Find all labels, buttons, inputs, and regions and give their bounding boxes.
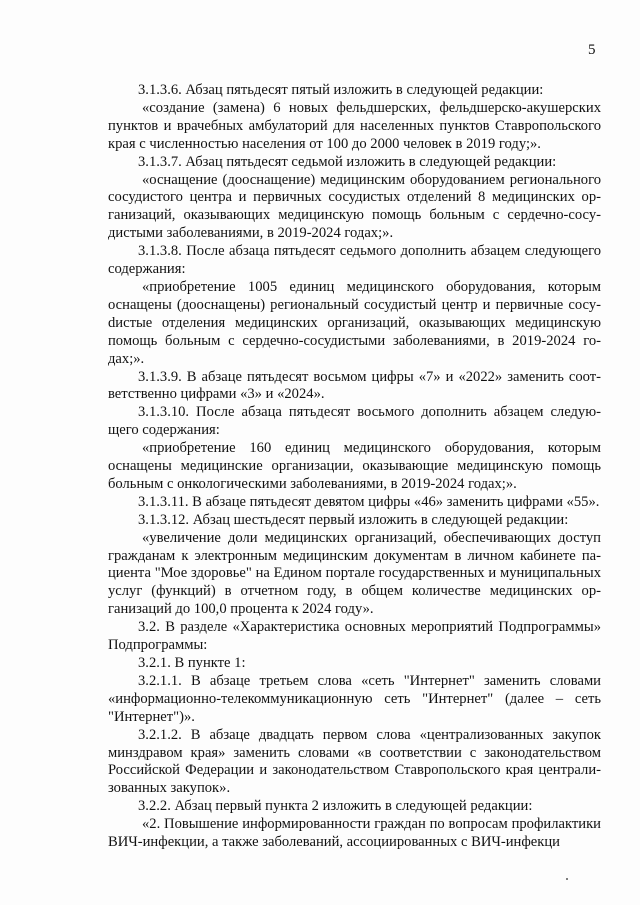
paragraph-3-1-3-11: 3.1.3.11. В абзаце пятьдесят девятом цифры «46» заменить цифрами «55». bbox=[138, 493, 600, 510]
page-number: 5 bbox=[588, 42, 596, 58]
paragraph-3-2-1-1: 3.2.1.1. В абзаце третьем слова «сеть "Интернет" заменить словами «информационно-телекоммуникационную сеть "Интернет" (далее – сеть "Интернет")». bbox=[108, 672, 601, 725]
document-body bbox=[108, 82, 601, 852]
paragraph-3-1-3-9: 3.1.3.9. В абзаце пятьдесят восьмом цифры «7» и «2022» заменить соответственно цифрами «3» и «2024». bbox=[108, 368, 601, 403]
scan-speck bbox=[566, 878, 568, 880]
quote-paragraph: «создание (замена) 6 новых фельдшерских, фельдшерско-акушерских пунктов и врачебных амбулаторий для населенных пунктов Ставропольского края с численностью населения от 100 до 2000 человек в 2019 году;». bbox=[108, 99, 601, 152]
paragraph-3-1-3-10: 3.1.3.10. После абзаца пятьдесят восьмого дополнить абзацем следующего содержания: bbox=[108, 404, 601, 439]
paragraph-3-2-1-2: 3.2.1.2. В абзаце двадцать первом слова «централизованных закупок минздравом края» заменить словами «в соответствии с законодательством Российской Федерации и законодательством Ставропольского края централизованных закупок». bbox=[108, 726, 601, 797]
quote-paragraph: «приобретение 1005 единиц медицинского оборудования, которым оснащены (дооснащены) региональный сосудистый центр и первичные сосуdистые отделения медицинских организаций, оказывающих медицинскую помощь больным с сердечно-сосудистыми заболеваниями, в 2019-2024 годах;». bbox=[108, 278, 601, 367]
paragraph-3-1-3-7: 3.1.3.7. Абзац пятьдесят седьмой изложить в следующей редакции: bbox=[138, 153, 557, 170]
paragraph-3-1-3-12: 3.1.3.12. Абзац шестьдесят первый изложить в следующей редакции: bbox=[138, 511, 569, 528]
quote-paragraph: «2. Повышение информированности граждан по вопросам профилактики ВИЧ-инфекции, а также заболеваний, ассоциированных с ВИЧ-инфекци bbox=[108, 816, 601, 851]
paragraph-3-1-3-8: 3.1.3.8. После абзаца пятьдесят седьмого дополнить абзацем следующего содержания: bbox=[108, 243, 601, 278]
quote-paragraph: «приобретение 160 единиц медицинского оборудования, которым оснащены медицинские организации, оказывающие медицинскую помощь больным с онкологическими заболеваниями, в 2019-2024 годах;». bbox=[108, 440, 601, 492]
paragraph-3-2: 3.2. В разделе «Характеристика основных мероприятий Подпрограммы» Подпрограммы: bbox=[108, 619, 601, 654]
paragraph-3-2-2: 3.2.2. Абзац первый пункта 2 изложить в следующей редакции: bbox=[138, 798, 533, 815]
quote-paragraph: «увеличение доли медицинских организаций, обеспечивающих доступ гражданам к электронным медицинским документам в личном кабинете пациента "Мое здоровье" на Едином портале государственных и муниципальных услуг (функций) в отчетном году, в общем количестве медицинских организаций до 100,0 процента к 2024 году». bbox=[108, 529, 601, 618]
paragraph-3-1-3-6: 3.1.3.6. Абзац пятьдесят пятый изложить в следующей редакции: bbox=[138, 82, 544, 98]
paragraph-3-2-1: 3.2.1. В пункте 1: bbox=[138, 655, 246, 671]
quote-paragraph: «оснащение (дооснащение) медицинским оборудованием регионального сосудистого центра и первичных сосудистых отделений 8 медицинских организаций, оказывающих медицинскую помощь больным с сердечно-сосудистыми заболеваниями, в 2019-2024 годах;». bbox=[108, 171, 601, 242]
